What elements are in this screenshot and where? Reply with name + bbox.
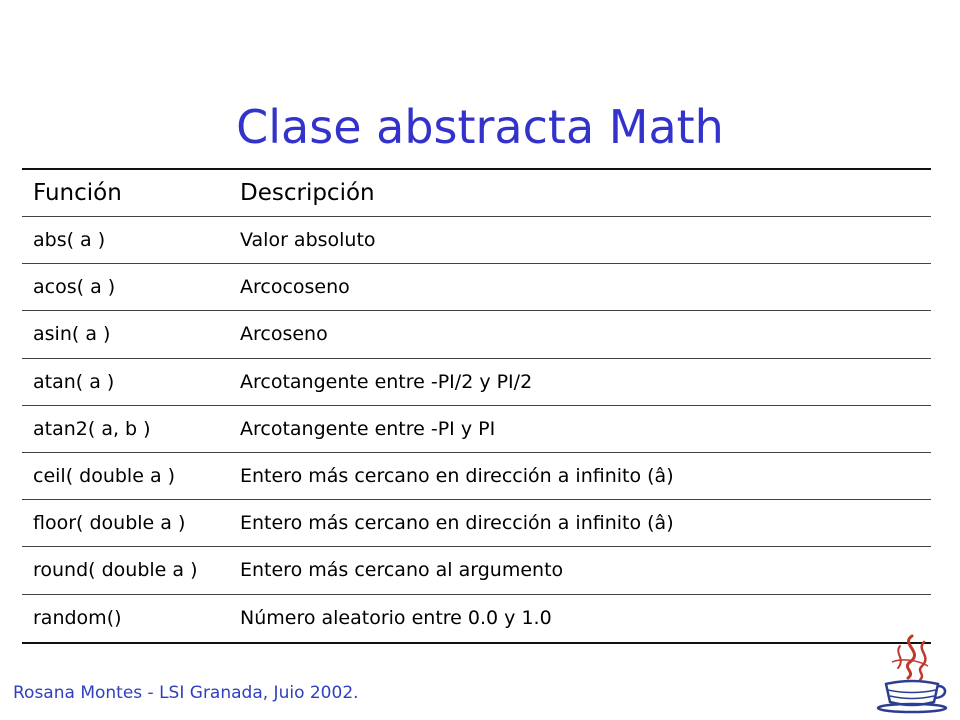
functions-table bbox=[22, 168, 931, 644]
description-cell: Número aleatorio entre 0.0 y 1.0 bbox=[240, 607, 552, 630]
table-row bbox=[22, 547, 931, 594]
description-cell: Valor absoluto bbox=[240, 229, 376, 252]
function-cell: atan( a ) bbox=[33, 370, 115, 393]
table-row bbox=[22, 311, 931, 358]
function-cell: floor( double a ) bbox=[33, 512, 186, 535]
function-cell: atan2( a, b ) bbox=[33, 417, 151, 440]
function-cell: random() bbox=[33, 607, 122, 630]
table-row bbox=[22, 264, 931, 311]
description-cell: Entero más cercano al argumento bbox=[240, 559, 564, 582]
table-row bbox=[22, 500, 931, 547]
table-row bbox=[22, 406, 931, 453]
function-cell: acos( a ) bbox=[33, 276, 116, 299]
table-row bbox=[22, 217, 931, 264]
function-cell: round( double a ) bbox=[33, 559, 198, 582]
java-coffee-cup-icon bbox=[872, 632, 952, 714]
description-cell: Entero más cercano en dirección a infinito (â) bbox=[240, 512, 674, 535]
function-cell: asin( a ) bbox=[33, 323, 111, 346]
table-row bbox=[22, 359, 931, 406]
description-cell: Entero más cercano en dirección a infinito (â) bbox=[240, 465, 674, 488]
header-funcion: Función bbox=[33, 180, 122, 206]
function-cell: abs( a ) bbox=[33, 229, 106, 252]
description-cell: Arcotangente entre -PI y PI bbox=[240, 417, 496, 440]
function-cell: ceil( double a ) bbox=[33, 465, 176, 488]
description-cell: Arcotangente entre -PI/2 y PI/2 bbox=[240, 370, 533, 393]
slide-title: Clase abstracta Math bbox=[236, 100, 724, 154]
header-descripcion: Descripción bbox=[240, 180, 375, 206]
description-cell: Arcoseno bbox=[240, 323, 328, 346]
table-row bbox=[22, 453, 931, 500]
footer-credit: Rosana Montes - LSI Granada, Juio 2002. bbox=[13, 683, 359, 703]
table-header-row bbox=[22, 170, 931, 217]
table-row bbox=[22, 595, 931, 642]
description-cell: Arcocoseno bbox=[240, 276, 350, 299]
